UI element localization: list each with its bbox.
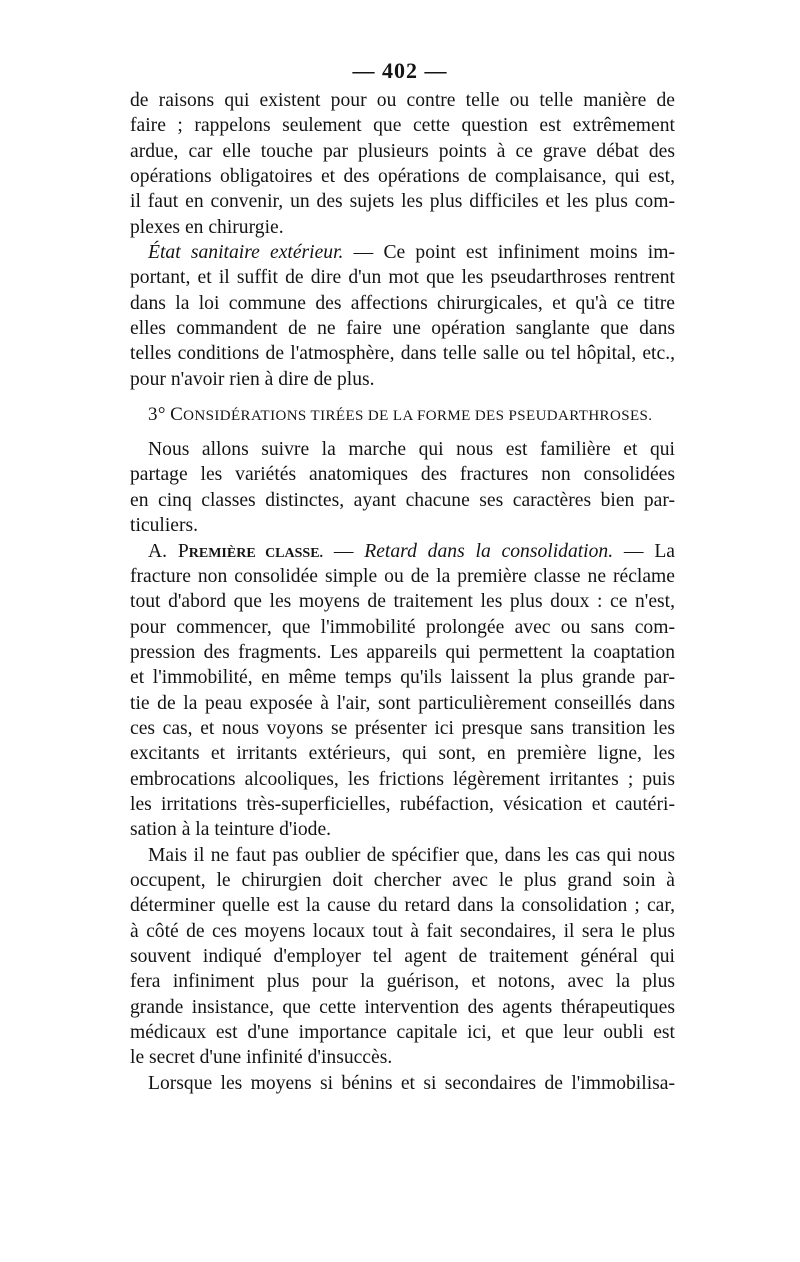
- page-number: — 402 —: [352, 58, 448, 83]
- section-heading: [130, 392, 675, 437]
- text-line: à côté de ces moyens locaux tout à fait secondaires, il sera le plus: [130, 920, 675, 942]
- text-line: elles commandent de ne faire une opération sanglante que dans: [130, 318, 675, 340]
- text-line: partage les variétés anatomiques des fractures non consolidées: [130, 464, 675, 486]
- text-line: occupent, le chirurgien doit chercher avec le plus grand soin à: [130, 869, 675, 891]
- text-line: médicaux est d'une importance capitale ici, et que leur oubli est: [130, 1022, 675, 1044]
- class-label-smallcaps: REMIÈRE CLASSE.: [188, 545, 324, 561]
- section-title: ONSIDÉRATIONS TIRÉES DE LA FORME DES PSEUDARTHROSES.: [183, 408, 653, 425]
- text-line: excitants et irritants extérieurs, qui sont, en première ligne, les: [130, 743, 675, 765]
- text-line: le secret d'une infinité d'insuccès.: [130, 1047, 393, 1069]
- text-line: les irritations très-superficielles, rubéfaction, vésication et cautéri-: [130, 793, 675, 815]
- text-line: Lorsque les moyens si bénins et si secondaires de l'immobilisa-: [148, 1072, 675, 1094]
- text-line: [130, 240, 675, 265]
- text-line: fera infiniment plus pour la guérison, et notons, avec la plus: [130, 971, 675, 993]
- body-text: [130, 88, 675, 1096]
- text-fragment: —: [323, 540, 365, 562]
- text-line: Nous allons suivre la marche qui nous est familière et qui: [148, 439, 675, 461]
- text-line: opérations obligatoires et des opérations de complaisance, qui est,: [130, 166, 675, 188]
- text-line: ardue, car elle touche par plusieurs points à ce grave débat des: [130, 140, 675, 162]
- text-line: ticuliers.: [130, 515, 199, 537]
- text-line: sation à la teinture d'iode.: [130, 819, 332, 841]
- text-line: pour commencer, que l'immobilité prolongée avec ou sans com-: [130, 616, 675, 638]
- text-line: tout d'abord que les moyens de traitement les plus doux : ce n'est,: [130, 591, 675, 613]
- text-line: Mais il ne faut pas oublier de spécifier que, dans les cas qui nous: [148, 844, 675, 866]
- text-line: telles conditions de l'atmosphère, dans telle salle ou tel hôpital, etc.,: [130, 343, 675, 365]
- text-line: portant, et il suffit de dire d'un mot que les pseudarthroses rentrent: [130, 267, 675, 289]
- text-line: tie de la peau exposée à l'air, sont particulièrement conseillés dans: [130, 692, 675, 714]
- subheading-retard: Retard dans la consolidation.: [364, 540, 614, 562]
- subheading-etat-sanitaire: État sanitaire extérieur.: [148, 242, 344, 264]
- text-line: grande insistance, que cette intervention des agents thérapeutiques: [130, 996, 675, 1018]
- text-line: souvent indiqué d'employer tel agent de traitement général qui: [130, 946, 675, 967]
- text-line: il faut en convenir, un des sujets les plus difficiles et les plus com-: [130, 191, 675, 213]
- text-line: ces cas, et nous voyons se présenter ici presque sans transition les: [130, 717, 675, 739]
- text-line: en cinq classes distinctes, ayant chacune ses caractères bien par-: [130, 489, 675, 511]
- section-number: 3°: [148, 404, 166, 426]
- text-fragment: — La: [613, 540, 675, 562]
- text-line: pression des fragments. Les appareils qui permettent la coaptation: [130, 641, 675, 663]
- text-line: et l'immobilité, en même temps qu'ils laissent la plus grande par-: [130, 667, 675, 689]
- section-initial: C: [170, 404, 184, 426]
- text-line: plexes en chirurgie.: [130, 216, 284, 238]
- text-fragment: — Ce point est infiniment moins im-: [343, 242, 676, 264]
- text-line: déterminer quelle est la cause du retard dans la consolidation ; car,: [130, 895, 675, 917]
- text-line: embrocations alcooliques, les frictions légèrement irritantes ; puis: [130, 768, 675, 790]
- class-label: A. P: [148, 540, 189, 562]
- text-line: fracture non consolidée simple ou de la première classe ne réclame: [130, 565, 675, 587]
- text-line: pour n'avoir rien à dire de plus.: [130, 368, 375, 390]
- text-line: dans la loi commune des affections chirurgicales, et qu'à ce titre: [130, 292, 675, 314]
- text-line: [130, 539, 675, 564]
- text-line: faire ; rappelons seulement que cette question est extrêmement: [130, 115, 675, 137]
- text-line: de raisons qui existent pour ou contre telle ou telle manière de: [130, 90, 675, 111]
